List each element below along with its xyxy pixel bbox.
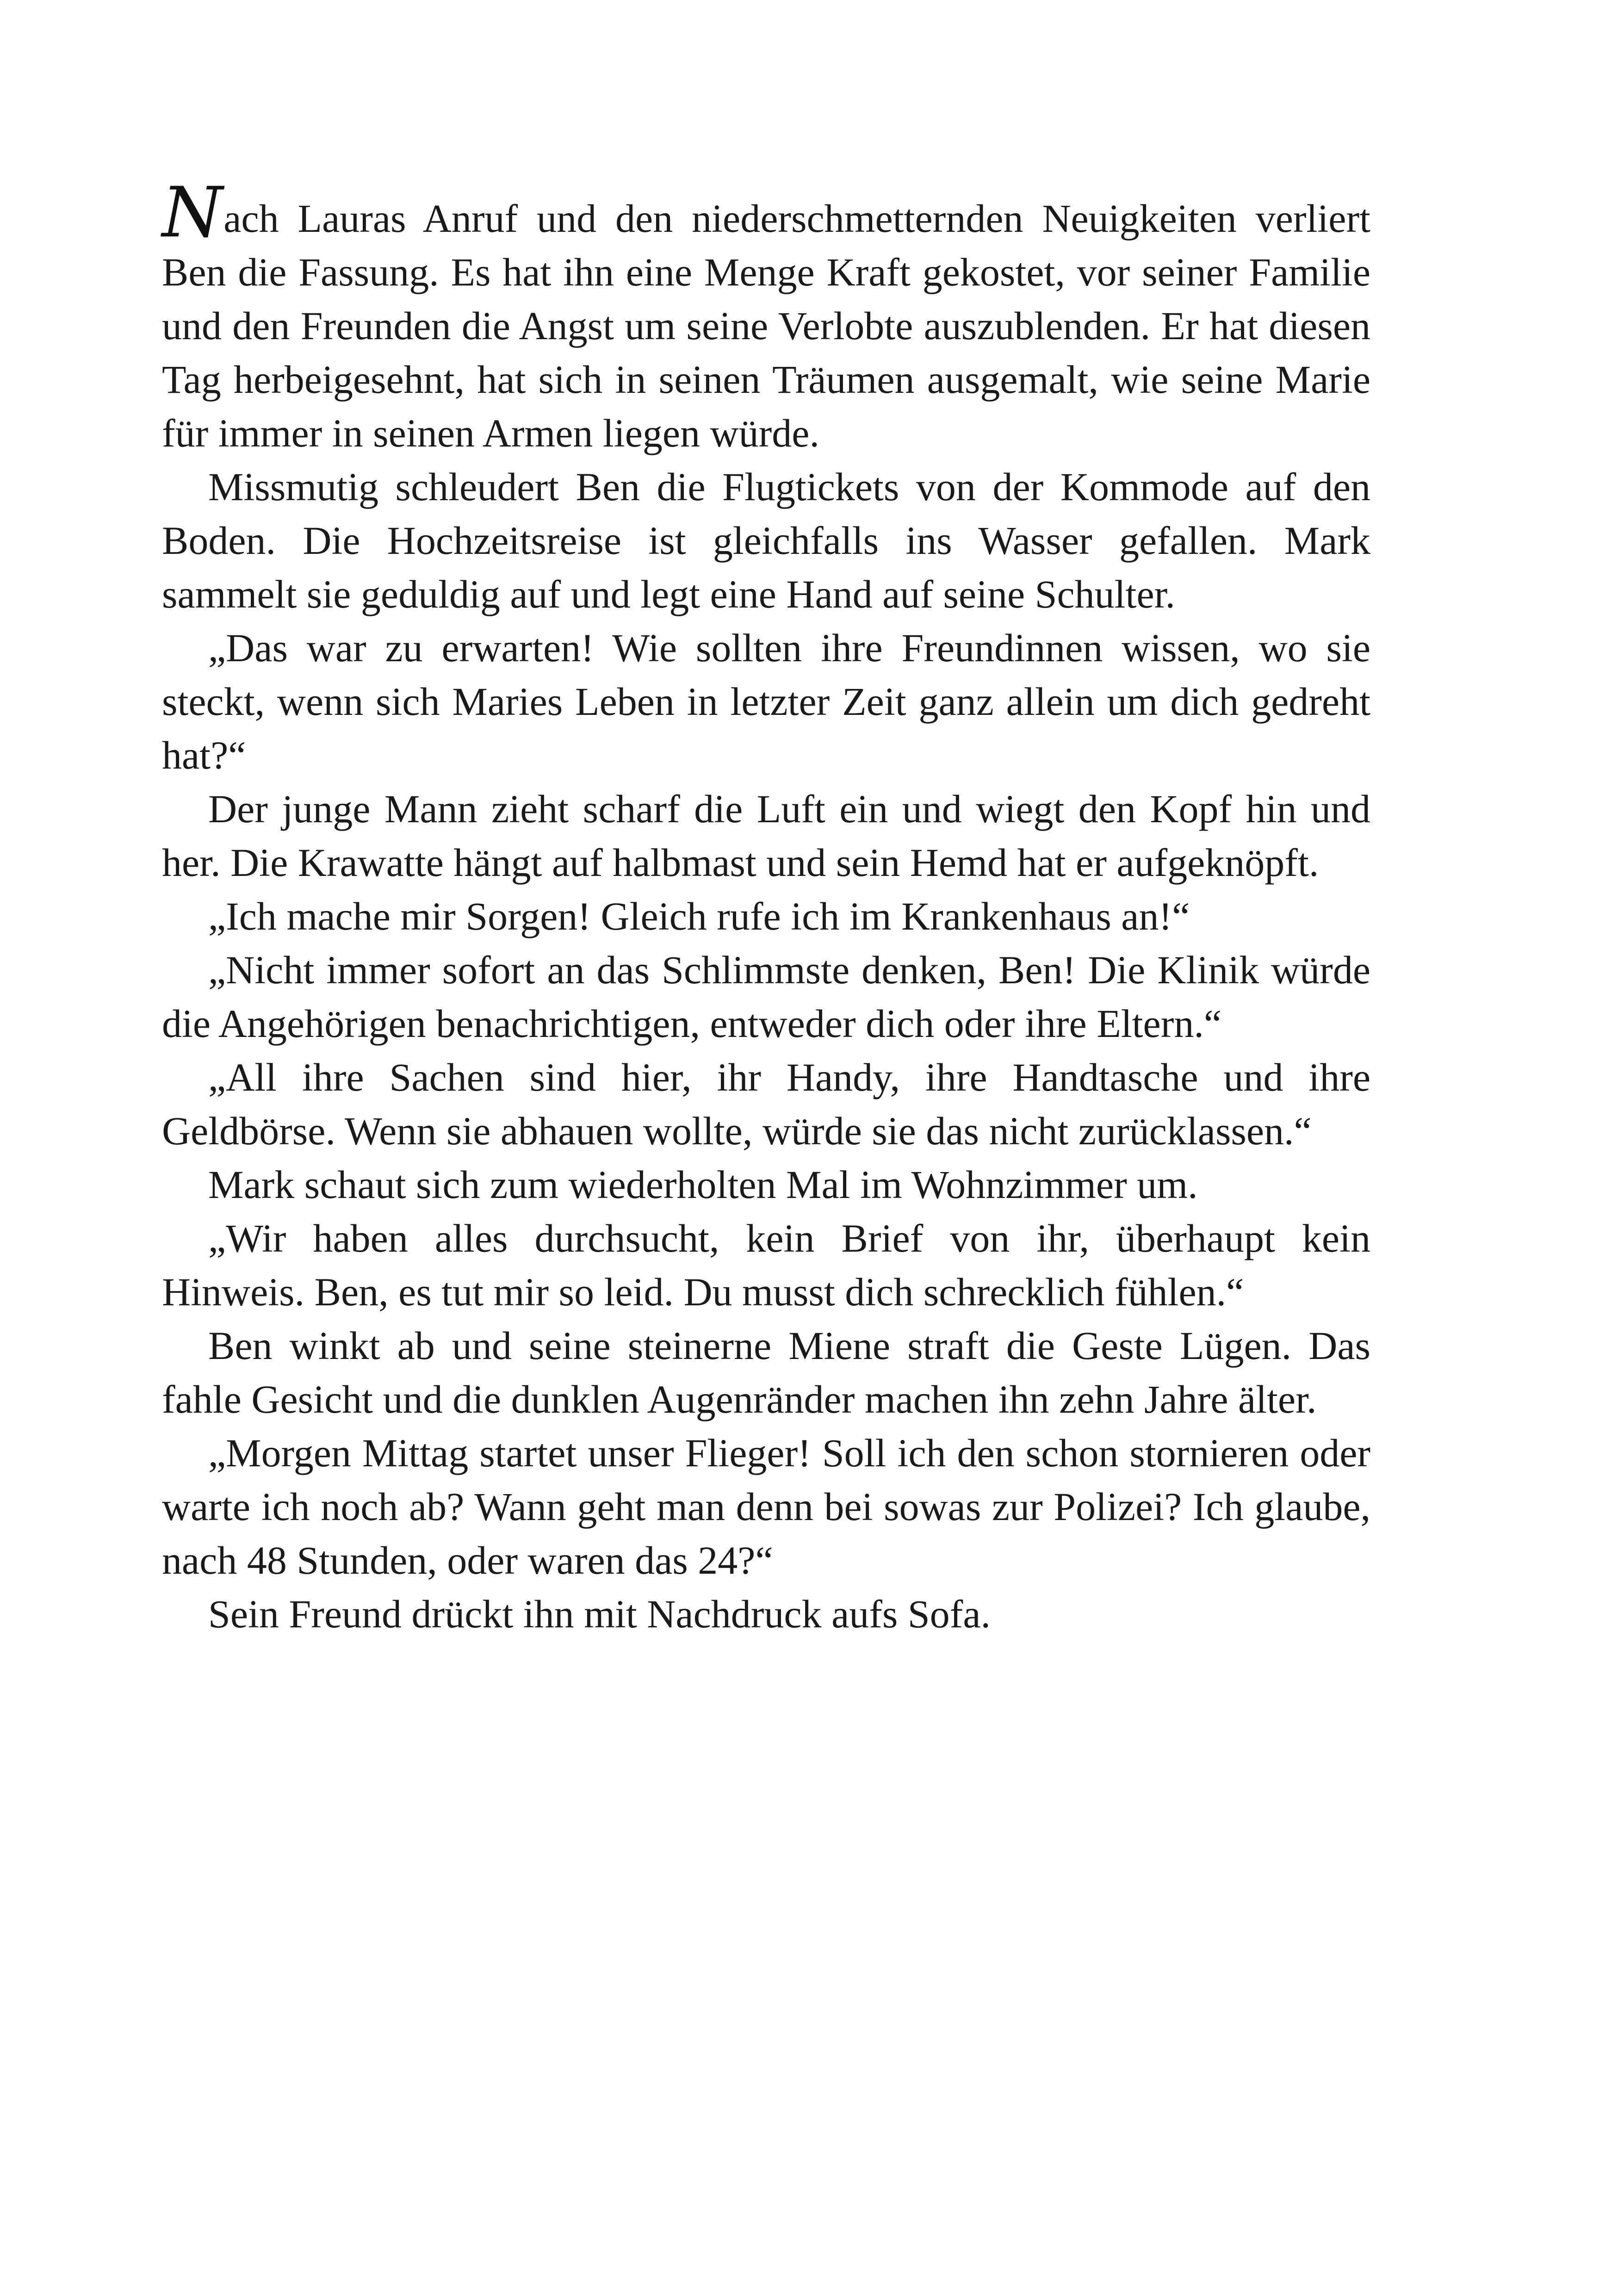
- paragraph-12: Sein Freund drückt ihn mit Nachdruck aufs Sofa.: [208, 1592, 991, 1636]
- paragraph-1: [162, 173, 1370, 460]
- paragraph-1-text: ach Lauras Anruf und den niederschmetternden Neuigkeiten verliert Ben die Fassung. Es hat ihn eine Menge Kraft gekostet, vor seiner Familie und den Freunden die Angst um seine Verlobte auszublenden. Er hat diesen Tag herbeigesehnt, hat sich in seinen Träumen ausgemalt, wie seine Marie für immer in seinen Armen liegen würde.: [162, 196, 1370, 455]
- drop-cap: N: [162, 173, 223, 253]
- body-text: [162, 173, 1370, 1641]
- paragraph-2: Missmutig schleudert Ben die Flugtickets von der Kommode auf den Boden. Die Hochzeitsreise ist gleichfalls ins Wasser gefallen. Mark sammelt sie geduldig auf und legt eine Hand auf seine Schulter.: [162, 465, 1370, 616]
- paragraph-10: Ben winkt ab und seine steinerne Miene straft die Geste Lügen. Das fahle Gesicht und die dunklen Augenränder machen ihn zehn Jahre älter.: [162, 1323, 1370, 1421]
- paragraph-7: „All ihre Sachen sind hier, ihr Handy, ihre Handtasche und ihre Geldbörse. Wenn sie abhauen wollte, würde sie das nicht zurücklassen.“: [162, 1055, 1370, 1153]
- paragraph-3: „Das war zu erwarten! Wie sollten ihre Freundinnen wissen, wo sie steckt, wenn sich Maries Leben in letzter Zeit ganz allein um dich gedreht hat?“: [162, 626, 1370, 777]
- paragraph-4: Der junge Mann zieht scharf die Luft ein und wiegt den Kopf hin und her. Die Krawatte hängt auf halbmast und sein Hemd hat er aufgeknöpft.: [162, 787, 1370, 885]
- paragraph-5: „Ich mache mir Sorgen! Gleich rufe ich im Krankenhaus an!“: [208, 894, 1190, 938]
- paragraph-11: „Morgen Mittag startet unser Flieger! Soll ich den schon stornieren oder warte ich noch ab? Wann geht man denn bei sowas zur Polizei? Ich glaube, nach 48 Stunden, oder waren das 24?“: [162, 1431, 1370, 1582]
- paragraph-8: Mark schaut sich zum wiederholten Mal im Wohnzimmer um.: [208, 1162, 1198, 1207]
- paragraph-6: „Nicht immer sofort an das Schlimmste denken, Ben! Die Klinik würde die Angehörigen benachrichtigen, entweder dich oder ihre Eltern.“: [162, 948, 1370, 1046]
- paragraph-9: „Wir haben alles durchsucht, kein Brief von ihr, überhaupt kein Hinweis. Ben, es tut mir so leid. Du musst dich schrecklich fühlen.“: [162, 1216, 1370, 1314]
